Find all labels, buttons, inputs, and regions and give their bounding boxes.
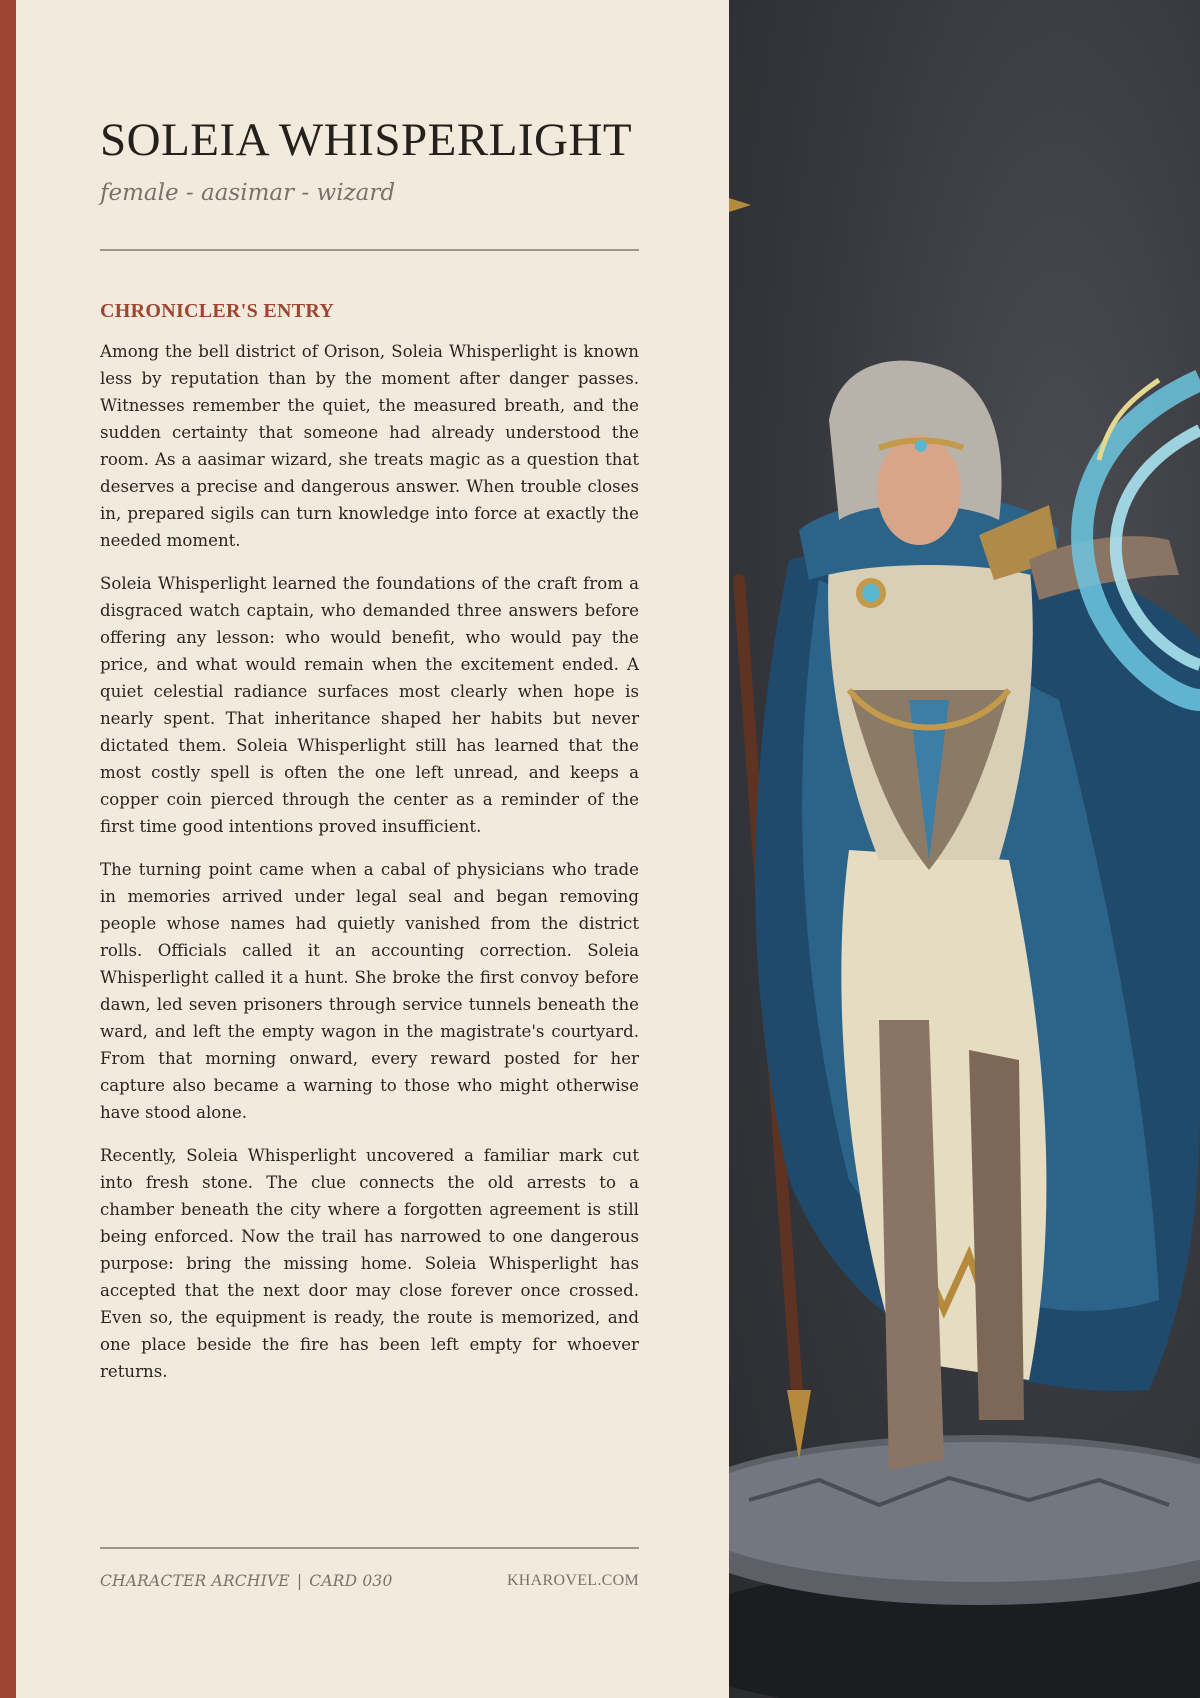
footer-divider [100, 1547, 639, 1549]
footer-separator: | [296, 1572, 303, 1590]
character-descriptor: female - aasimar - wizard [100, 180, 396, 206]
brooch-gem [862, 584, 880, 602]
chronicle-paragraph-4: Recently, Soleia Whisperlight uncovered a familiar mark cut into fresh stone. The clue connects the old arrests to a chamber beneath the city where a forgotten agreement is still being enforced. Now the trail has narrowed to one dangerous purpose: bring the missing home. Soleia Whisperlight has accepted that the next door may close forever once crossed. Even so, the equipment is ready, the route is memorized, and one place beside the fire has been left empty for whoever returns. [100, 1146, 639, 1381]
header-divider [100, 249, 639, 251]
miniature-illustration [729, 0, 1200, 1698]
chronicle-paragraph-2: Soleia Whisperlight learned the foundations of the craft from a disgraced watch captain, who demanded three answers before offering any lesson: who would benefit, who would pay the price, and what would remain when the excitement ended. A quiet celestial radiance surfaces most clearly when hope is nearly spent. That inheritance shaped her habits but never dictated them. Soleia Whisperlight still has learned that the most costly spell is often the one left unread, and keeps a copper coin pierced through the center as a reminder of the first time good intentions proved insufficient. [100, 574, 639, 836]
circlet-gem [915, 440, 927, 452]
chronicle-paragraph-1: Among the bell district of Orison, Soleia Whisperlight is known less by reputation than by the moment after danger passes. Witnesses remember the quiet, the measured breath, and the sudden certainty that someone had already understood the room. As a aasimar wizard, she treats magic as a question that deserves a precise and dangerous answer. When trouble closes in, prepared sigils can turn knowledge into force at exactly the needed moment. [100, 342, 639, 550]
staff-ornament [729, 198, 751, 212]
footer-archive-label: CHARACTER ARCHIVE [100, 1572, 290, 1590]
character-name: SOLEIA WHISPERLIGHT [100, 114, 633, 166]
chronicle-paragraph-3: The turning point came when a cabal of physicians who trade in memories arrived under legal seal and began removing people whose names had quietly vanished from the district rolls. Officials called it an accounting correction. Soleia Whisperlight called it a hunt. She broke the first convoy before dawn, led seven prisoners through service tunnels beneath the ward, and left the empty wagon in the magistrate's courtyard. From that morning onward, every reward posted for her capture also became a warning to those who might otherwise have stood alone. [100, 860, 639, 1122]
cobblestone-top [729, 1442, 1200, 1582]
footer-archive [100, 1568, 393, 1594]
accent-bar [0, 0, 16, 1698]
character-miniature-image [729, 0, 1200, 1698]
section-heading: CHRONICLER'S ENTRY [100, 300, 335, 322]
footer-site: KHAROVEL.COM [506, 1572, 639, 1589]
footer-card-number: CARD 030 [309, 1572, 393, 1590]
chronicle-body [100, 338, 639, 1401]
